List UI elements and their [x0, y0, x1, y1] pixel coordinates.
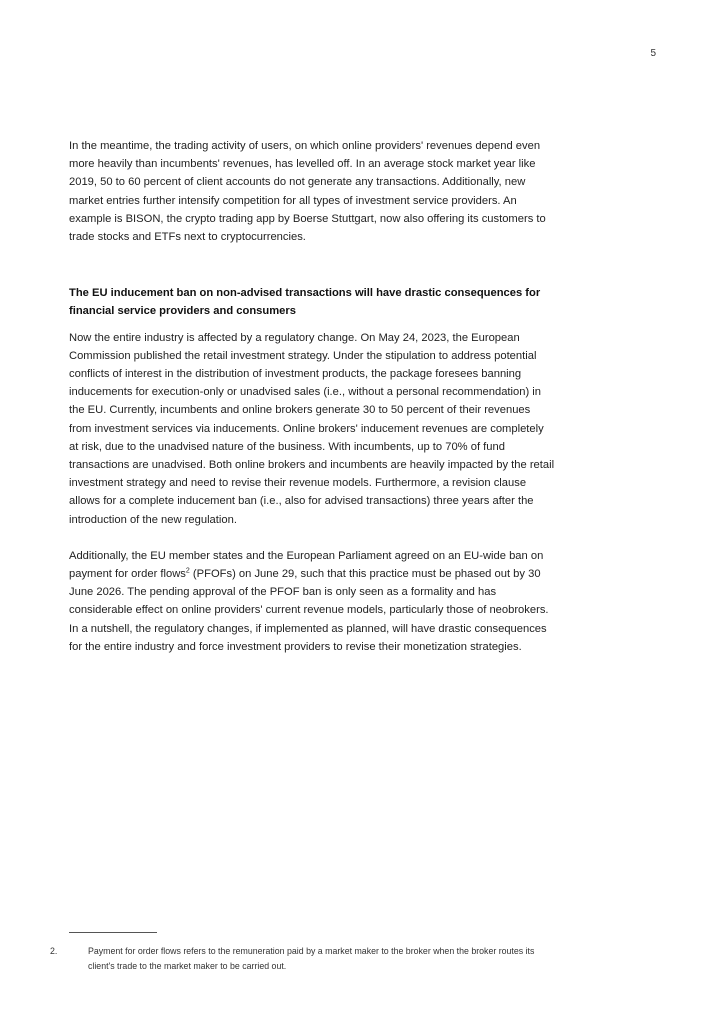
page-number: 5 — [650, 48, 656, 59]
section-paragraph-2 — [69, 547, 555, 656]
footnote-text: Payment for order flows refers to the remuneration paid by a market maker to the broker when the broker routes its client's trade to the market maker to be carried out. — [88, 946, 535, 971]
section-heading: The EU inducement ban on non-advised transactions will have drastic consequences for financial service providers and consumers — [69, 287, 541, 318]
footnote — [50, 944, 555, 974]
intro-paragraph: In the meantime, the trading activity of users, on which online providers' revenues depend even more heavily than incumbents' revenues, has levelled off. In an average stock market year like 2019, 50 to 60 percent of client accounts do not generate any transactions. Additionally, new market entries further intensify competition for all types of investment service providers. An example is BISON, the crypto trading app by Boerse Stuttgart, now also offering its customers to trade stocks and ETFs next to cryptocurrencies. — [69, 140, 546, 244]
footnote-divider — [69, 932, 157, 933]
main-content — [69, 137, 555, 656]
paragraph-2-text-before: Additionally, the EU member states and the European Parliament agreed on an EU-wide ban on payment for order flows — [69, 549, 544, 581]
footnote-reference[interactable]: 2 — [185, 567, 190, 575]
section-paragraph-1: Now the entire industry is affected by a regulatory change. On May 24, 2023, the European Commission published the retail investment strategy. Under the stipulation to address potential conflicts of interest in the distribution of investment products, the package foresees banning inducements for execution-only or unadvised sales (i.e., without a personal recommendation) in the EU. Currently, incumbents and online brokers generate 30 to 50 percent of their revenues from investment services via inducements. Online brokers' inducement revenues are completely at risk, due to the unadvised nature of the business. With incumbents, up to 70% of fund transactions are unadvised. Both online brokers and incumbents are heavily impacted by the retail investment strategy and need to revise their revenue models. Furthermore, a revision clause allows for a complete inducement ban (i.e., also for advised transactions) three years after the introduction of the new regulation. — [69, 331, 555, 526]
footnote-number: 2. — [50, 946, 58, 956]
paragraph-2-text-after: (PFOFs) on June 29, such that this practice must be phased out by 30 June 2026. The pending approval of the PFOF ban is only seen as a formality and has considerable effect on online providers' current revenue models, particularly those of neobrokers. In a nutshell, the regulatory changes, if implemented as planned, will have drastic consequences for the entire industry and force investment providers to revise their monetization strategies. — [69, 568, 549, 653]
